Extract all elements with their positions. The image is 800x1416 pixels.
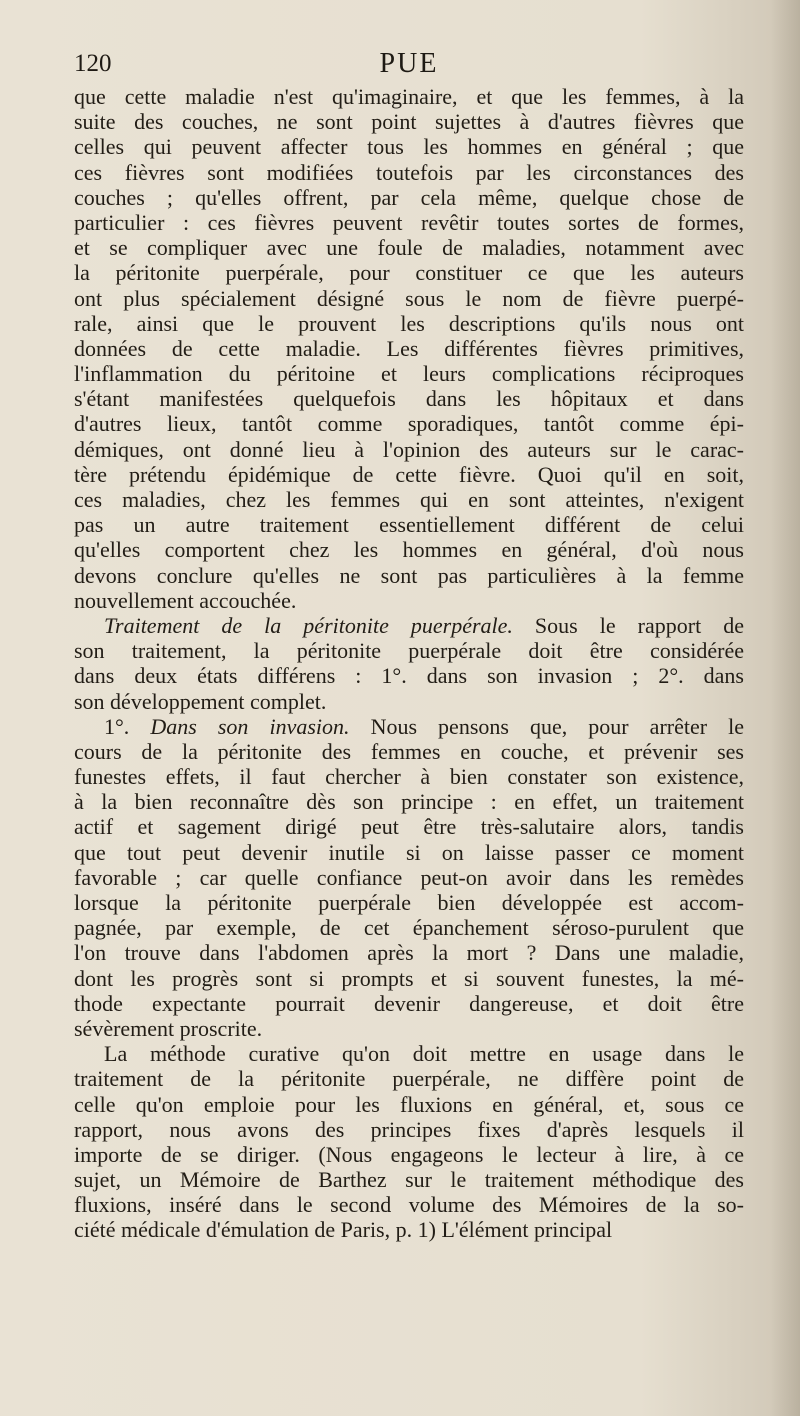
line-text: à la bien reconnaître dès son principe : en effet, un traitement bbox=[74, 789, 744, 815]
paragraph bbox=[74, 613, 744, 714]
line-text: pas un autre traitement essentiellement différent de celui bbox=[74, 512, 744, 538]
line-text: nouvellement accouchée. bbox=[74, 587, 297, 613]
text-line bbox=[74, 210, 744, 235]
paragraph bbox=[74, 84, 744, 613]
text-line bbox=[74, 1066, 744, 1091]
paragraph bbox=[74, 1041, 744, 1243]
section-heading: Dans son invasion. bbox=[150, 713, 350, 739]
text-line bbox=[74, 940, 744, 965]
text-line bbox=[74, 386, 744, 411]
text-line bbox=[74, 638, 744, 663]
text-line bbox=[74, 966, 744, 991]
text-line bbox=[74, 160, 744, 185]
text-line bbox=[74, 1092, 744, 1117]
line-text: Nous pensons que, pour arrêter le bbox=[349, 713, 744, 739]
body-text bbox=[74, 84, 744, 1243]
text-line bbox=[74, 109, 744, 134]
line-text: sujet, un Mémoire de Barthez sur le traitement méthodique des bbox=[74, 1167, 744, 1193]
line-text: funestes effets, il faut chercher à bien constater son existence, bbox=[74, 764, 744, 790]
line-text: d'autres lieux, tantôt comme sporadiques, tantôt comme épi- bbox=[74, 411, 744, 437]
line-text: que tout peut devenir inutile si on laisse passer ce moment bbox=[74, 839, 744, 865]
line-text: ces fièvres sont modifiées toutefois par les circonstances des bbox=[74, 159, 744, 185]
text-line bbox=[74, 84, 744, 109]
text-line bbox=[74, 185, 744, 210]
line-text: importe de se diriger. (Nous engageons le lecteur à lire, à ce bbox=[74, 1141, 744, 1167]
text-line bbox=[74, 1142, 744, 1167]
text-line bbox=[74, 537, 744, 562]
line-text: rapport, nous avons des principes fixes d'après lesquels il bbox=[74, 1116, 744, 1142]
line-text: dans deux états différens : 1°. dans son invasion ; 2°. dans bbox=[74, 663, 744, 689]
line-text: la péritonite puerpérale, pour constituer ce que les auteurs bbox=[74, 260, 744, 286]
line-text: particulier : ces fièvres peuvent revêtir toutes sortes de formes, bbox=[74, 209, 744, 235]
running-head: PUE bbox=[379, 48, 439, 79]
text-line bbox=[74, 890, 744, 915]
text-line bbox=[74, 689, 744, 714]
text-line bbox=[74, 714, 744, 739]
line-text: l'inflammation du péritoine et leurs complications réciproques bbox=[74, 361, 744, 387]
text-line bbox=[74, 235, 744, 260]
line-text: dont les progrès sont si prompts et si souvent funestes, la mé- bbox=[74, 965, 744, 991]
line-text: données de cette maladie. Les différentes fièvres primitives, bbox=[74, 335, 744, 361]
paragraph bbox=[74, 714, 744, 1041]
text-line bbox=[74, 563, 744, 588]
text-line bbox=[74, 588, 744, 613]
line-text: son traitement, la péritonite puerpérale doit être considérée bbox=[74, 638, 744, 664]
line-text: favorable ; car quelle confiance peut-on avoir dans les remèdes bbox=[74, 864, 744, 890]
line-text: s'étant manifestées quelquefois dans les hôpitaux et dans bbox=[74, 386, 744, 412]
text-line bbox=[74, 411, 744, 436]
line-text: pagnée, par exemple, de cet épanchement séroso-purulent que bbox=[74, 915, 744, 941]
line-text: cours de la péritonite des femmes en couche, et prévenir ses bbox=[74, 738, 744, 764]
line-text: tère prétendu épidémique de cette fièvre. Quoi qu'il en soit, bbox=[74, 461, 744, 487]
text-line bbox=[74, 336, 744, 361]
text-line bbox=[74, 311, 744, 336]
line-text: fluxions, inséré dans le second volume des Mémoires de la so- bbox=[74, 1192, 744, 1218]
text-line bbox=[74, 814, 744, 839]
line-text: ciété médicale d'émulation de Paris, p. 1) L'élément principal bbox=[74, 1217, 613, 1243]
text-line bbox=[74, 865, 744, 890]
text-line bbox=[74, 1217, 744, 1242]
line-text: lorsque la péritonite puerpérale bien développée est accom- bbox=[74, 890, 744, 915]
text-line bbox=[74, 1016, 744, 1041]
text-line bbox=[74, 361, 744, 386]
section-number: 1°. bbox=[104, 713, 151, 739]
text-line bbox=[74, 1167, 744, 1192]
text-line bbox=[74, 991, 744, 1016]
text-line bbox=[74, 663, 744, 688]
line-text: La méthode curative qu'on doit mettre en usage dans le bbox=[104, 1041, 744, 1067]
line-text: sévèrement proscrite. bbox=[74, 1015, 263, 1041]
line-text: Sous le rapport de bbox=[512, 612, 744, 638]
line-text: qu'elles comportent chez les hommes en général, d'où nous bbox=[74, 537, 744, 563]
line-text: son développement complet. bbox=[74, 688, 327, 714]
line-text: couches ; qu'elles offrent, par cela même, quelque chose de bbox=[74, 184, 744, 210]
text-line bbox=[74, 1117, 744, 1142]
text-line bbox=[74, 437, 744, 462]
line-text: suite des couches, ne sont point sujettes à d'autres fièvres que bbox=[74, 109, 744, 135]
text-line bbox=[74, 134, 744, 159]
text-line bbox=[74, 915, 744, 940]
line-text: ont plus spécialement désigné sous le nom de fièvre puerpé- bbox=[74, 285, 744, 311]
text-line bbox=[74, 613, 744, 638]
line-text: thode expectante pourrait devenir dangereuse, et doit être bbox=[74, 990, 744, 1016]
line-text: ces maladies, chez les femmes qui en sont atteintes, n'exigent bbox=[74, 487, 744, 512]
line-text: actif et sagement dirigé peut être très-salutaire alors, tandis bbox=[74, 814, 744, 840]
line-text: devons conclure qu'elles ne sont pas particulières à la femme bbox=[74, 562, 744, 588]
line-text: rale, ainsi que le prouvent les descriptions qu'ils nous ont bbox=[74, 310, 744, 336]
text-line bbox=[74, 286, 744, 311]
section-heading: Traitement de la péritonite puerpérale. bbox=[104, 612, 513, 638]
line-text: que cette maladie n'est qu'imaginaire, et que les femmes, à la bbox=[74, 84, 744, 109]
line-text: l'on trouve dans l'abdomen après la mort ? Dans une maladie, bbox=[74, 940, 744, 966]
text-line bbox=[74, 462, 744, 487]
line-text: traitement de la péritonite puerpérale, ne diffère point de bbox=[74, 1066, 744, 1092]
line-text: celles qui peuvent affecter tous les hommes en général ; que bbox=[74, 134, 744, 160]
line-text: et se compliquer avec une foule de maladies, notamment avec bbox=[74, 235, 744, 261]
text-line bbox=[74, 1041, 744, 1066]
text-line bbox=[74, 764, 744, 789]
text-line bbox=[74, 487, 744, 512]
line-text: démiques, ont donné lieu à l'opinion des auteurs sur le carac- bbox=[74, 436, 744, 462]
page-header bbox=[74, 50, 744, 84]
line-text: celle qu'on emploie pour les fluxions en général, et, sous ce bbox=[74, 1091, 744, 1117]
text-line bbox=[74, 260, 744, 285]
page-edge-shadow bbox=[770, 0, 800, 1416]
page-number: 120 bbox=[74, 50, 112, 77]
text-line bbox=[74, 789, 744, 814]
text-line bbox=[74, 512, 744, 537]
text-line bbox=[74, 1192, 744, 1217]
text-line bbox=[74, 840, 744, 865]
text-line bbox=[74, 739, 744, 764]
